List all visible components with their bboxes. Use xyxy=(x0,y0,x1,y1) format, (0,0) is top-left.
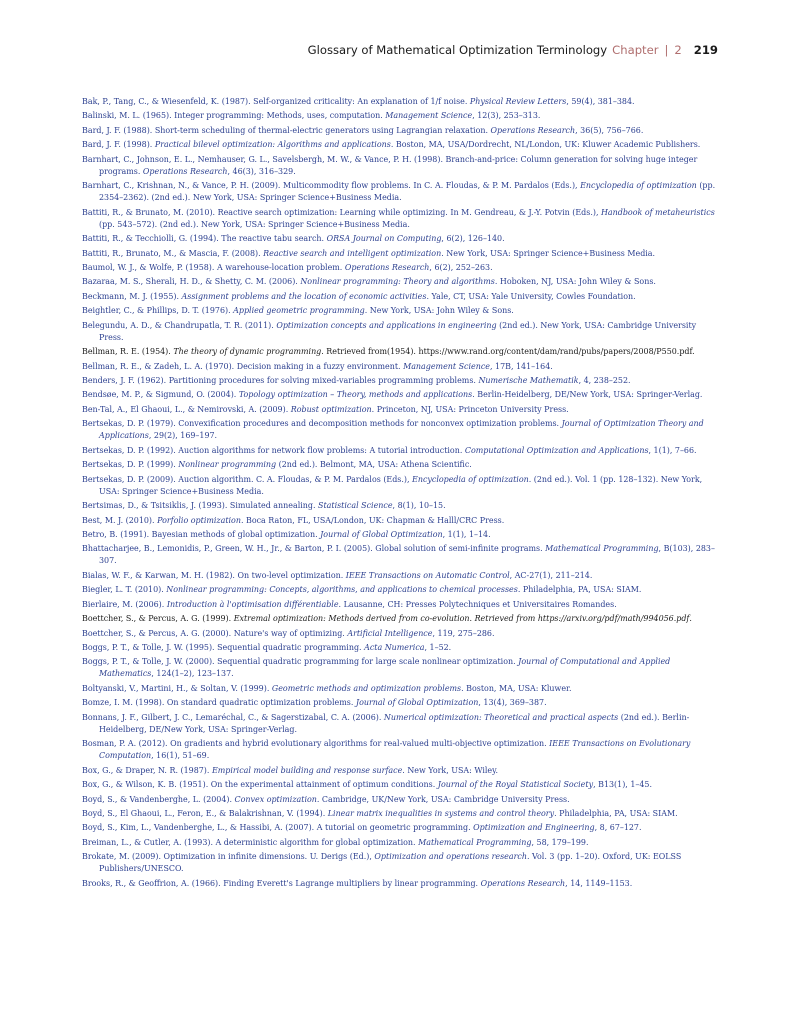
reference-italic-title: Nonlinear programming: Theory and algorithms xyxy=(300,277,495,287)
reference-text: Bard, J. F. (1988). Short-term scheduling of thermal-electric generators using Lagrangian relaxation. xyxy=(82,125,491,135)
reference-italic-title: Applied geometric programming xyxy=(233,306,365,316)
reference-entry xyxy=(82,543,718,567)
reference-italic-title: Introduction à l'optimisation différentiable xyxy=(166,599,339,609)
reference-details: , 1–52. xyxy=(424,643,452,652)
reference-entry xyxy=(82,305,718,317)
running-title: Glossary of Mathematical Optimization Terminology xyxy=(307,43,608,57)
reference-text: Bellman, R. E., & Zadeh, L. A. (1970). Decision making in a fuzzy environment. xyxy=(82,361,404,371)
reference-details: , 13(4), 369–387. xyxy=(478,698,547,708)
reference-text: Boyd, S., & Vandenberghe, L. (2004). xyxy=(82,794,235,804)
reference-entry xyxy=(82,500,718,512)
reference-details: (pp. 543–572). (2nd ed.). New York, USA: Springer Science+Business Media. xyxy=(99,219,410,229)
reference-italic-title: Extremal optimization: Methods derived from co-evolution. Retrieved from https://arxiv.org/pdf/math/994056.pdf xyxy=(233,614,690,624)
reference-entry xyxy=(82,683,718,695)
reference-italic-title: Topology optimization – Theory, methods and applications xyxy=(238,390,473,400)
reference-entry xyxy=(82,878,718,890)
reference-entry xyxy=(82,139,718,151)
reference-entry xyxy=(82,404,718,416)
reference-italic-title: Acta Numerica xyxy=(364,643,425,652)
reference-italic-title: Artificial Intelligence xyxy=(347,628,433,638)
reference-italic-title: Operations Research xyxy=(490,125,576,135)
reference-italic-title: Numerische Mathematik xyxy=(478,376,579,385)
reference-italic-title: Nonlinear programming xyxy=(178,460,277,470)
reference-italic-title: Handbook of metaheuristics xyxy=(601,207,715,217)
reference-text: Boettcher, S., & Percus, A. G. (1999). xyxy=(82,614,234,624)
reference-details: . Boston, MA, USA/Dordrecht, NL/London, UK: Kluwer Academic Publishers. xyxy=(390,140,701,150)
reference-entry xyxy=(82,599,718,611)
reference-text: Boltyanski, V., Martini, H., & Soltan, V. (1999). xyxy=(82,683,272,693)
reference-details: , 8(1), 10–15. xyxy=(392,501,446,511)
reference-italic-title: Encyclopedia of optimization xyxy=(580,181,697,191)
reference-entry xyxy=(82,418,718,442)
reference-italic-title: IEEE Transactions on Evolutionary Computation xyxy=(99,739,691,761)
reference-entry xyxy=(82,459,718,471)
reference-text: Brokate, M. (2009). Optimization in infinite dimensions. U. Derigs (Ed.), xyxy=(82,852,375,862)
reference-details: . New York, USA: Springer Science+Business Media. xyxy=(441,248,656,258)
reference-text: Best, M. J. (2010). xyxy=(82,515,158,525)
reference-details: . Boca Raton, FL, USA/London, UK: Chapman & Halll/CRC Press. xyxy=(240,515,505,525)
reference-text: Boggs, P. T., & Tolle, J. W. (1995). Sequential quadratic programming. xyxy=(82,643,365,652)
reference-entry xyxy=(82,389,718,401)
reference-text: Belegundu, A. D., & Chandrupatla, T. R. (2011). xyxy=(82,320,277,330)
reference-italic-title: Physical Review Letters xyxy=(469,97,567,106)
reference-entry xyxy=(82,125,718,137)
reference-details: , 14, 1149–1153. xyxy=(565,878,633,888)
reference-details: , 36(5), 756–766. xyxy=(575,125,644,135)
reference-details: , 124(1–2), 123–137. xyxy=(151,669,234,679)
reference-details: . Philadelphia, PA, USA: SIAM. xyxy=(554,808,678,818)
reference-entry xyxy=(82,276,718,288)
reference-italic-title: Computational Optimization and Applications xyxy=(464,445,649,455)
reference-italic-title: Numerical optimization: Theoretical and practical aspects xyxy=(383,712,619,722)
reference-italic-title: Management Science xyxy=(385,111,473,121)
reference-text: Battiti, R., & Brunato, M. (2010). Reactive search optimization: Learning while optimizing. In M. Gendreau, & J.-Y. Potvin (Eds.), xyxy=(82,207,601,217)
reference-entry xyxy=(82,110,718,122)
reference-text: Bialas, W. F., & Karwan, M. H. (1982). On two-level optimization. xyxy=(82,570,346,580)
reference-details: (2nd ed.). Belmont, MA, USA: Athena Scientific. xyxy=(276,460,472,470)
reference-text: Bak, P., Tang, C., & Wiesenfeld, K. (1987). Self-organized criticality: An explanation of 1/f noise. xyxy=(82,97,470,106)
reference-entry xyxy=(82,515,718,527)
reference-italic-title: Empirical model building and response surface xyxy=(211,765,403,775)
reference-details: . Philadelphia, PA, USA: SIAM. xyxy=(517,585,642,595)
reference-details: , 6(2), 126–140. xyxy=(441,234,505,244)
reference-text: Box, G., & Wilson, K. B. (1951). On the experimental attainment of optimum conditions. xyxy=(82,780,438,790)
reference-entry xyxy=(82,794,718,806)
reference-entry xyxy=(82,474,718,498)
reference-italic-title: Robust optimization xyxy=(290,404,372,414)
reference-details: . (2nd ed.). Vol. 1 (pp. 128–132). New York, USA: Springer Science+Business Media. xyxy=(99,474,703,496)
reference-italic-title: Journal of Global Optimization xyxy=(355,698,479,708)
reference-details: . New York, USA: John Wiley & Sons. xyxy=(364,306,514,316)
reference-entry xyxy=(82,642,718,654)
reference-entry xyxy=(82,529,718,541)
chapter-label: Chapter xyxy=(612,43,659,57)
reference-entry xyxy=(82,96,718,108)
reference-details: . Boston, MA, USA: Kluwer. xyxy=(461,683,572,693)
reference-text: Box, G., & Draper, N. R. (1987). xyxy=(82,765,212,775)
reference-italic-title: Geometric methods and optimization problems xyxy=(271,683,462,693)
reference-text: Betro, B. (1991). Bayesian methods of global optimization. xyxy=(82,529,321,539)
reference-italic-title: Journal of Global Optimization xyxy=(320,529,443,539)
reference-italic-title: Mathematical Programming xyxy=(418,837,532,847)
reference-text: Brooks, R., & Geoffrion, A. (1966). Finding Everett's Lagrange multipliers by linear programming. xyxy=(82,878,481,888)
reference-text: Bierlaire, M. (2006). xyxy=(82,599,167,609)
reference-details: . Hoboken, NJ, USA: John Wiley & Sons. xyxy=(494,277,656,287)
reference-text: Battiti, R., & Tecchiolli, G. (1994). The reactive tabu search. xyxy=(82,234,327,244)
reference-entry xyxy=(82,851,718,875)
reference-italic-title: Journal of Computational and Applied Mathematics xyxy=(99,657,671,679)
reference-text: Ben-Tal, A., El Ghaoui, L., & Nemirovski, A. (2009). xyxy=(82,404,291,414)
reference-italic-title: Journal of Optimization Theory and Applications xyxy=(99,419,704,441)
reference-text: Barnhart, C., Johnson, E. L., Nemhauser, G. L., Savelsbergh, M. W., & Vance, P. H. (1998). Branch-and-price: Column generation for solving huge integer programs. xyxy=(82,154,698,176)
reference-text: Balinski, M. L. (1965). Integer programming: Methods, uses, computation. xyxy=(82,111,386,121)
chapter-number: 2 xyxy=(674,43,682,57)
reference-text: Bard, J. F. (1998). xyxy=(82,140,155,150)
reference-entry xyxy=(82,180,718,204)
reference-text: Bellman, R. E. (1954). xyxy=(82,347,174,357)
reference-details: . Cambridge, UK/New York, USA: Cambridge University Press. xyxy=(316,794,570,804)
page-number: 219 xyxy=(693,43,718,57)
reference-italic-title: Practical bilevel optimization: Algorithms and applications xyxy=(154,140,391,150)
reference-details: , 6(2), 252–263. xyxy=(429,262,493,272)
reference-entry xyxy=(82,320,718,344)
reference-italic-title: Operations Research xyxy=(480,878,566,888)
reference-text: Boettcher, S., & Percus, A. G. (2000). Nature's way of optimizing. xyxy=(82,628,348,638)
reference-details: , 4, 238–252. xyxy=(578,376,631,385)
reference-text: Beightler, C., & Phillips, D. T. (1976). xyxy=(82,306,234,316)
reference-details: . Princeton, NJ, USA: Princeton University Press. xyxy=(371,404,569,414)
reference-text: Breiman, L., & Cutler, A. (1993). A deterministic algorithm for global optimization. xyxy=(82,837,419,847)
reference-italic-title: Encyclopedia of optimization xyxy=(412,474,529,484)
reference-entry xyxy=(82,291,718,303)
reference-italic-title: Linear matrix inequalities in systems and control theory xyxy=(327,808,555,818)
reference-text: Bertsekas, D. P. (1979). Convexification procedures and decomposition methods for nonconvex optimization problems. xyxy=(82,419,562,429)
reference-details: . Berlin-Heidelberg, DE/New York, USA: Springer-Verlag. xyxy=(472,390,703,400)
reference-italic-title: Nonlinear programming: Concepts, algorithms, and applications to chemical processes xyxy=(166,585,518,595)
reference-details: , 119, 275–286. xyxy=(432,628,495,638)
reference-entry xyxy=(82,375,718,387)
reference-entry xyxy=(82,712,718,736)
reference-details: , 12(3), 253–313. xyxy=(472,111,541,121)
reference-entry xyxy=(82,233,718,245)
reference-details: , 16(1), 51–69. xyxy=(151,751,210,761)
reference-entry xyxy=(82,656,718,680)
reference-text: Bhattacharjee, B., Lemonidis, P., Green, W. H., Jr., & Barton, P. I. (2005). Global solution of semi-infinite programs. xyxy=(82,544,546,554)
reference-entry xyxy=(82,837,718,849)
reference-italic-title: Optimization and operations research xyxy=(374,852,527,862)
reference-text: Benders, J. F. (1962). Partitioning procedures for solving mixed-variables programming problems. xyxy=(82,376,479,385)
reference-italic-title: Mathematical Programming xyxy=(545,544,659,554)
reference-entry xyxy=(82,154,718,178)
reference-text: Bertsekas, D. P. (1999). xyxy=(82,460,179,470)
reference-text: Bomze, I. M. (1998). On standard quadratic optimization problems. xyxy=(82,698,356,708)
reference-details: (2nd ed.). New York, USA: Cambridge University Press. xyxy=(99,320,697,342)
reference-italic-title: Statistical Science xyxy=(318,501,393,511)
reference-entry xyxy=(82,346,718,358)
reference-details: , 59(4), 381–384. xyxy=(566,97,635,106)
reference-text: Boyd, S., Kim, L., Vandenberghe, L., & Hassibi, A. (2007). A tutorial on geometric programming. xyxy=(82,823,474,833)
reference-italic-title: Journal of the Royal Statistical Society xyxy=(437,780,594,790)
reference-details: . xyxy=(689,614,692,624)
reference-italic-title: Assignment problems and the location of economic activities xyxy=(181,291,427,301)
reference-text: Baumol, W. J., & Wolfe, P. (1958). A warehouse-location problem. xyxy=(82,262,345,272)
reference-text: Bertsekas, D. P. (2009). Auction algorithm. C. A. Floudas, & P. M. Pardalos (Eds.), xyxy=(82,474,413,484)
reference-italic-title: Porfolio optimization xyxy=(157,515,241,525)
reference-details: , 1(1), 7–66. xyxy=(648,445,697,455)
reference-italic-title: Reactive search and intelligent optimization xyxy=(263,248,442,258)
reference-details: . Retrieved from(1954). https://www.rand.org/content/dam/rand/pubs/papers/2008/P550.pdf. xyxy=(321,347,695,357)
reference-italic-title: Convex optimization xyxy=(234,794,317,804)
reference-entry xyxy=(82,207,718,231)
reference-details: . New York, USA: Wiley. xyxy=(402,765,499,775)
reference-entry xyxy=(82,570,718,582)
reference-italic-title: Optimization and Engineering xyxy=(473,823,595,833)
reference-text: Bertsekas, D. P. (1992). Auction algorithms for network flow problems: A tutorial introduction. xyxy=(82,445,465,455)
reference-entry xyxy=(82,628,718,640)
reference-details: , 46(3), 316–329. xyxy=(227,166,296,176)
reference-text: Bonnans, J. F., Gilbert, J. C., Lemaréchal, C., & Sagerstizabal, C. A. (2006). xyxy=(82,712,384,722)
reference-entry xyxy=(82,697,718,709)
reference-italic-title: Operations Research xyxy=(344,262,430,272)
reference-entry xyxy=(82,613,718,625)
reference-italic-title: Optimization concepts and applications in engineering xyxy=(276,320,497,330)
reference-text: Beckmann, M. J. (1955). xyxy=(82,291,182,301)
reference-details: , 29(2), 169–197. xyxy=(148,431,218,441)
reference-entry xyxy=(82,361,718,373)
reference-details: , 1(1), 1–14. xyxy=(442,529,491,539)
reference-text: Bertsimas, D., & Tsitsiklis, J. (1993). Simulated annealing. xyxy=(82,501,319,511)
reference-entry xyxy=(82,248,718,260)
reference-details: (pp. 2354–2362). (2nd ed.). New York, USA: Springer Science+Business Media. xyxy=(99,181,716,203)
reference-text: Barnhart, C., Krishnan, N., & Vance, P. H. (2009). Multicommodity flow problems. In C. A. Floudas, & P. M. Pardalos (Eds.), xyxy=(82,181,581,191)
reference-details: . Vol. 3 (pp. 1–20). Oxford, UK: EOLSS Publishers/UNESCO. xyxy=(99,852,682,874)
reference-details: , B13(1), 1–45. xyxy=(593,780,652,790)
reference-italic-title: Management Science xyxy=(403,361,490,371)
reference-entry xyxy=(82,445,718,457)
reference-text: Battiti, R., Brunato, M., & Mascia, F. (2008). xyxy=(82,248,264,258)
reference-list xyxy=(82,96,718,892)
reference-entry xyxy=(82,765,718,777)
reference-details: , AC-27(1), 211–214. xyxy=(509,570,593,580)
reference-italic-title: IEEE Transactions on Automatic Control xyxy=(345,570,510,580)
reference-details: , 8, 67–127. xyxy=(594,823,642,833)
reference-details: , B(103), 283–307. xyxy=(99,544,715,566)
reference-entry xyxy=(82,822,718,834)
reference-text: Biegler, L. T. (2010). xyxy=(82,585,167,595)
reference-text: Bendsøe, M. P., & Sigmund, O. (2004). xyxy=(82,390,239,400)
reference-text: Bosman, P. A. (2012). On gradients and hybrid evolutionary algorithms for real-valued multi-objective optimization. xyxy=(82,739,550,749)
reference-details: (2nd ed.). Berlin-Heidelberg, DE/New York, USA: Springer-Verlag. xyxy=(99,712,690,734)
reference-details: , 17B, 141–164. xyxy=(489,361,553,371)
reference-italic-title: ORSA Journal on Computing xyxy=(326,234,442,244)
reference-details: . Lausanne, CH: Presses Polytechniques et Universitaires Romandes. xyxy=(338,599,617,609)
reference-entry xyxy=(82,584,718,596)
reference-details: . Yale, CT, USA: Yale University, Cowles Foundation. xyxy=(426,291,636,301)
reference-details: , 58, 179–199. xyxy=(531,837,589,847)
reference-entry xyxy=(82,779,718,791)
reference-entry xyxy=(82,808,718,820)
running-header xyxy=(308,43,718,61)
reference-italic-title: The theory of dynamic programming xyxy=(173,347,322,357)
reference-entry xyxy=(82,738,718,762)
reference-entry xyxy=(82,262,718,274)
reference-text: Boggs, P. T., & Tolle, J. W. (2000). Sequential quadratic programming for large scale nonlinear optimization. xyxy=(82,657,519,667)
header-separator: | xyxy=(664,43,669,57)
reference-italic-title: Operations Research xyxy=(142,166,228,176)
reference-text: Bazaraa, M. S., Sherali, H. D., & Shetty, C. M. (2006). xyxy=(82,277,301,287)
reference-text: Boyd, S., El Ghaoui, L., Feron, E., & Balakrishnan, V. (1994). xyxy=(82,808,328,818)
